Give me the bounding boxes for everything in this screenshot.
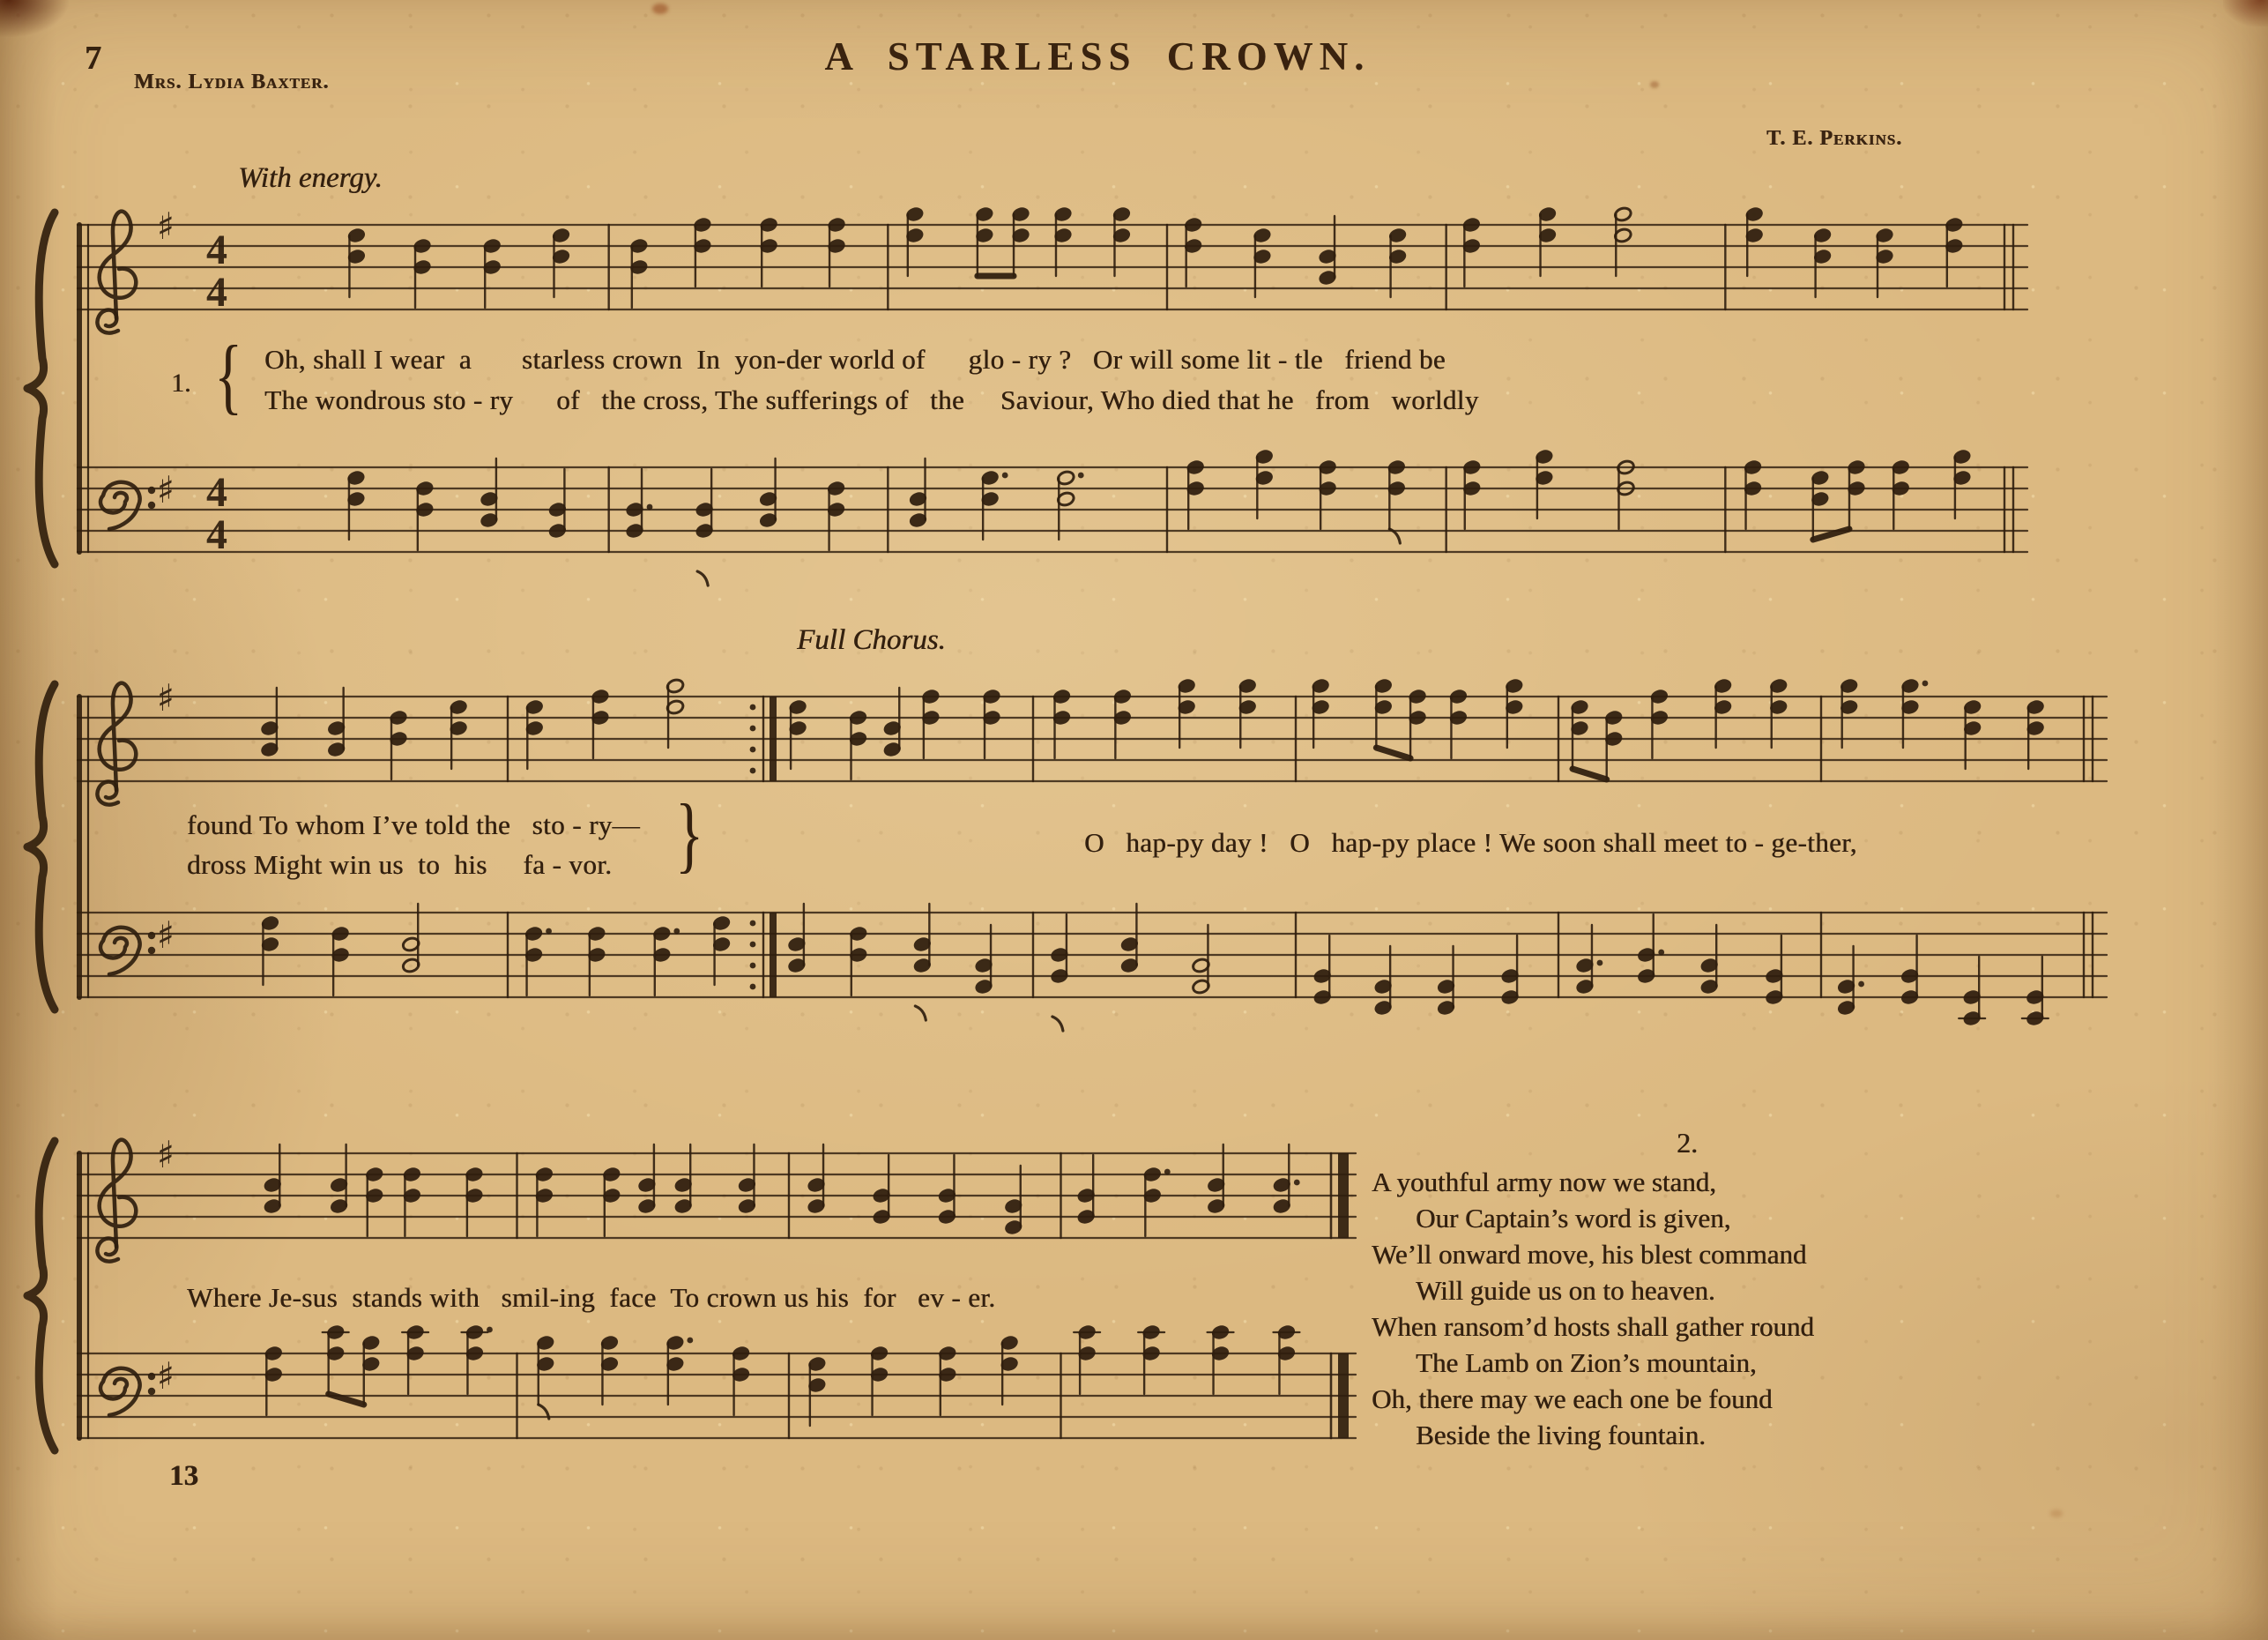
svg-text:♯: ♯: [156, 913, 175, 957]
verse2-text-block: [1372, 1164, 1814, 1453]
lyricist-credit: Mrs. Lydia Baxter.: [134, 71, 330, 93]
system3-lyric-line: Where Je-sus stands with smil-ing face To crown us his for ev - er.: [187, 1282, 996, 1313]
svg-text:♯: ♯: [156, 1354, 175, 1398]
verse2-line: We’ll onward move, his blest command: [1372, 1239, 1807, 1270]
verse-number-2: 2.: [1677, 1127, 1698, 1159]
svg-text:4: 4: [206, 269, 227, 316]
page-number-top: 7: [85, 40, 101, 77]
verse1-lyric-line-2: The wondrous sto - ry of the cross, The sufferings of the Saviour, Who died that he from worldly: [264, 384, 1479, 415]
svg-text:4: 4: [206, 227, 227, 273]
chorus-label: Full Chorus.: [797, 624, 946, 656]
svg-text:♯: ♯: [156, 205, 175, 248]
verse2-line: Our Captain’s word is given,: [1416, 1203, 1731, 1234]
verse1-lyric-line-1: Oh, shall I wear a starless crown In yon-der world of glo - ry ? Or will some lit - tle friend be: [264, 344, 1446, 375]
svg-text:♯: ♯: [156, 468, 175, 511]
system2-lyric-line-2: dross Might win us to his fa - vor.: [187, 849, 613, 880]
verse2-line: Will guide us on to heaven.: [1416, 1275, 1715, 1306]
tempo-marking: With energy.: [238, 162, 383, 194]
verse-number-1: 1.: [171, 369, 191, 398]
svg-text:4: 4: [206, 511, 227, 558]
verse2-line: A youthful army now we stand,: [1372, 1167, 1716, 1197]
verse2-line: Beside the living fountain.: [1416, 1420, 1706, 1450]
svg-text:4: 4: [206, 469, 227, 516]
verse2-line: The Lamb on Zion’s mountain,: [1416, 1347, 1757, 1378]
page-number-bottom: 13: [169, 1460, 198, 1492]
svg-text:♯: ♯: [156, 676, 175, 719]
page-title: A STARLESS CROWN.: [824, 34, 1371, 78]
system2-close-brace: }: [675, 786, 704, 881]
chorus-lyric-line: O hap-py day ! O hap-py place ! We soon shall meet to - ge-ther,: [1084, 827, 1857, 858]
composer-credit: T. E. Perkins.: [1766, 127, 1903, 150]
svg-text:♯: ♯: [156, 1133, 175, 1176]
verse1-open-brace: {: [214, 328, 243, 422]
verse2-line: Oh, there may we each one be found: [1372, 1383, 1773, 1414]
verse2-line: When ransom’d hosts shall gather round: [1372, 1311, 1814, 1342]
system2-lyric-line-1: found To whom I’ve told the sto - ry—: [187, 809, 640, 840]
